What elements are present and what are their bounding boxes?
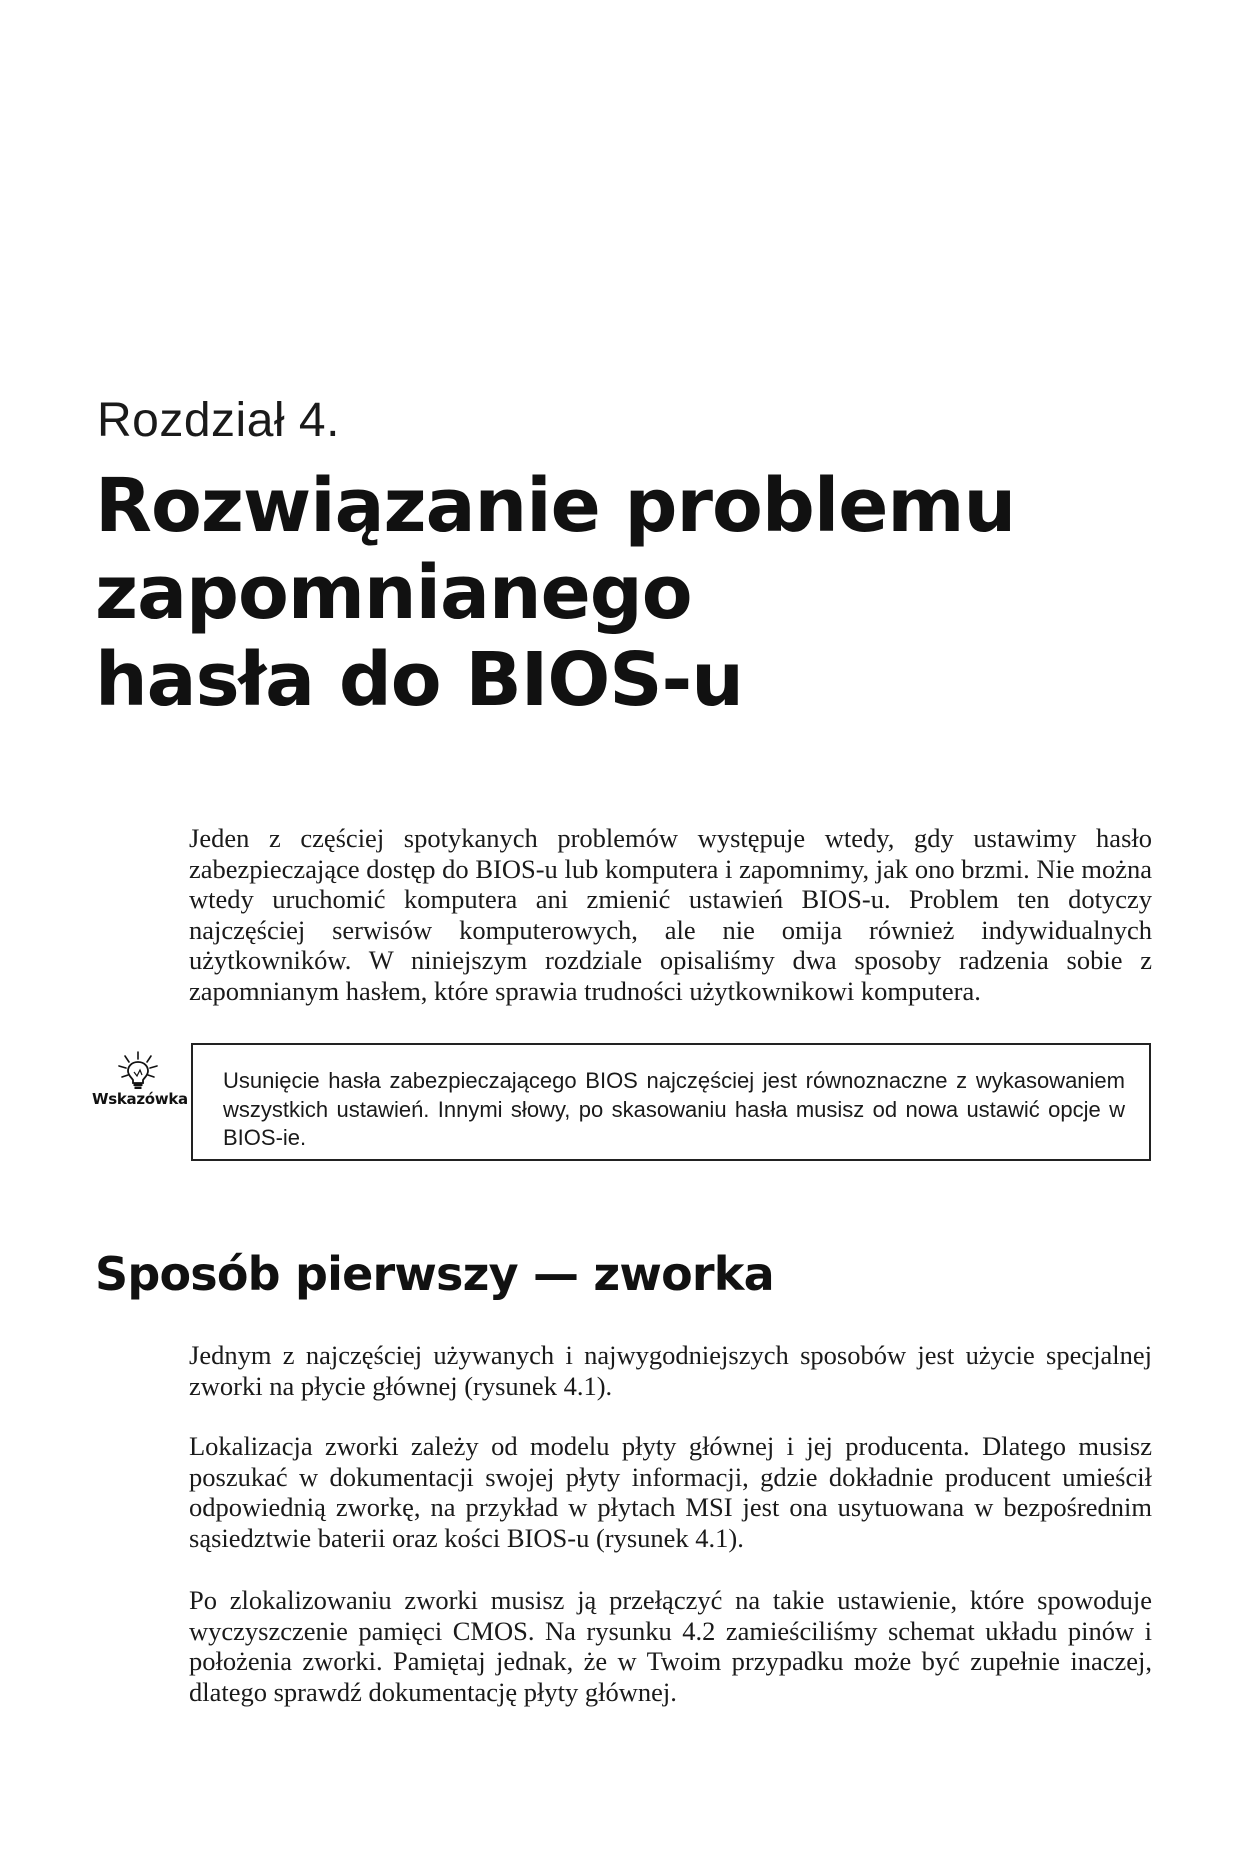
hint-marker (92, 1050, 188, 1110)
chapter-title-line: Rozwiązanie problemu (95, 463, 1016, 549)
body-paragraph: Jednym z najczęściej używanych i najwygodniejszych sposobów jest użycie specjalnej zworki na płycie głównej (rysunek 4.1). (189, 1340, 1152, 1401)
lightbulb-icon (116, 1050, 160, 1092)
intro-paragraph: Jeden z częściej spotykanych problemów występuje wtedy, gdy ustawimy hasło zabezpieczające dostęp do BIOS-u lub komputera i zapomnimy, jak ono brzmi. Nie można wtedy uruchomić komputera ani zmienić ustawień BIOS-u. Problem ten dotyczy najczęściej serwisów komputerowych, ale nie omija również indywidualnych użytkowników. W niniejszym rozdziale opisaliśmy dwa sposoby radzenia sobie z zapomnianym hasłem, które sprawia trudności użytkownikowi komputera. (189, 823, 1152, 1006)
hint-box (191, 1043, 1151, 1161)
hint-text: Usunięcie hasła zabezpieczającego BIOS najczęściej jest równoznaczne z wykasowaniem wszystkich ustawień. Innymi słowy, po skasowaniu hasła musisz od nowa ustawić opcje w BIOS-ie. (223, 1068, 1125, 1150)
chapter-title-line: zapomnianego (95, 550, 692, 636)
hint-label: Wskazówka (92, 1090, 188, 1108)
chapter-title-line: hasła do BIOS-u (95, 637, 743, 723)
section-title: Sposób pierwszy — zworka (95, 1247, 774, 1301)
body-paragraph: Lokalizacja zworki zależy od modelu płyty głównej i jej producenta. Dlatego musisz poszukać w dokumentacji swojej płyty informacji, gdzie dokładnie producent umieścił odpowiednią zworkę, na przykład w płytach MSI jest ona usytuowana w bezpośrednim sąsiedztwie baterii oraz kości BIOS-u (rysunek 4.1). (189, 1431, 1152, 1553)
chapter-title (95, 463, 1095, 724)
chapter-label: Rozdział 4. (97, 394, 340, 447)
body-paragraph: Po zlokalizowaniu zworki musisz ją przełączyć na takie ustawienie, które spowoduje wyczyszczenie pamięci CMOS. Na rysunku 4.2 zamieściliśmy schemat układu pinów i położenia zworki. Pamiętaj jednak, że w Twoim przypadku może być zupełnie inaczej, dlatego sprawdź dokumentację płyty głównej. (189, 1585, 1152, 1707)
